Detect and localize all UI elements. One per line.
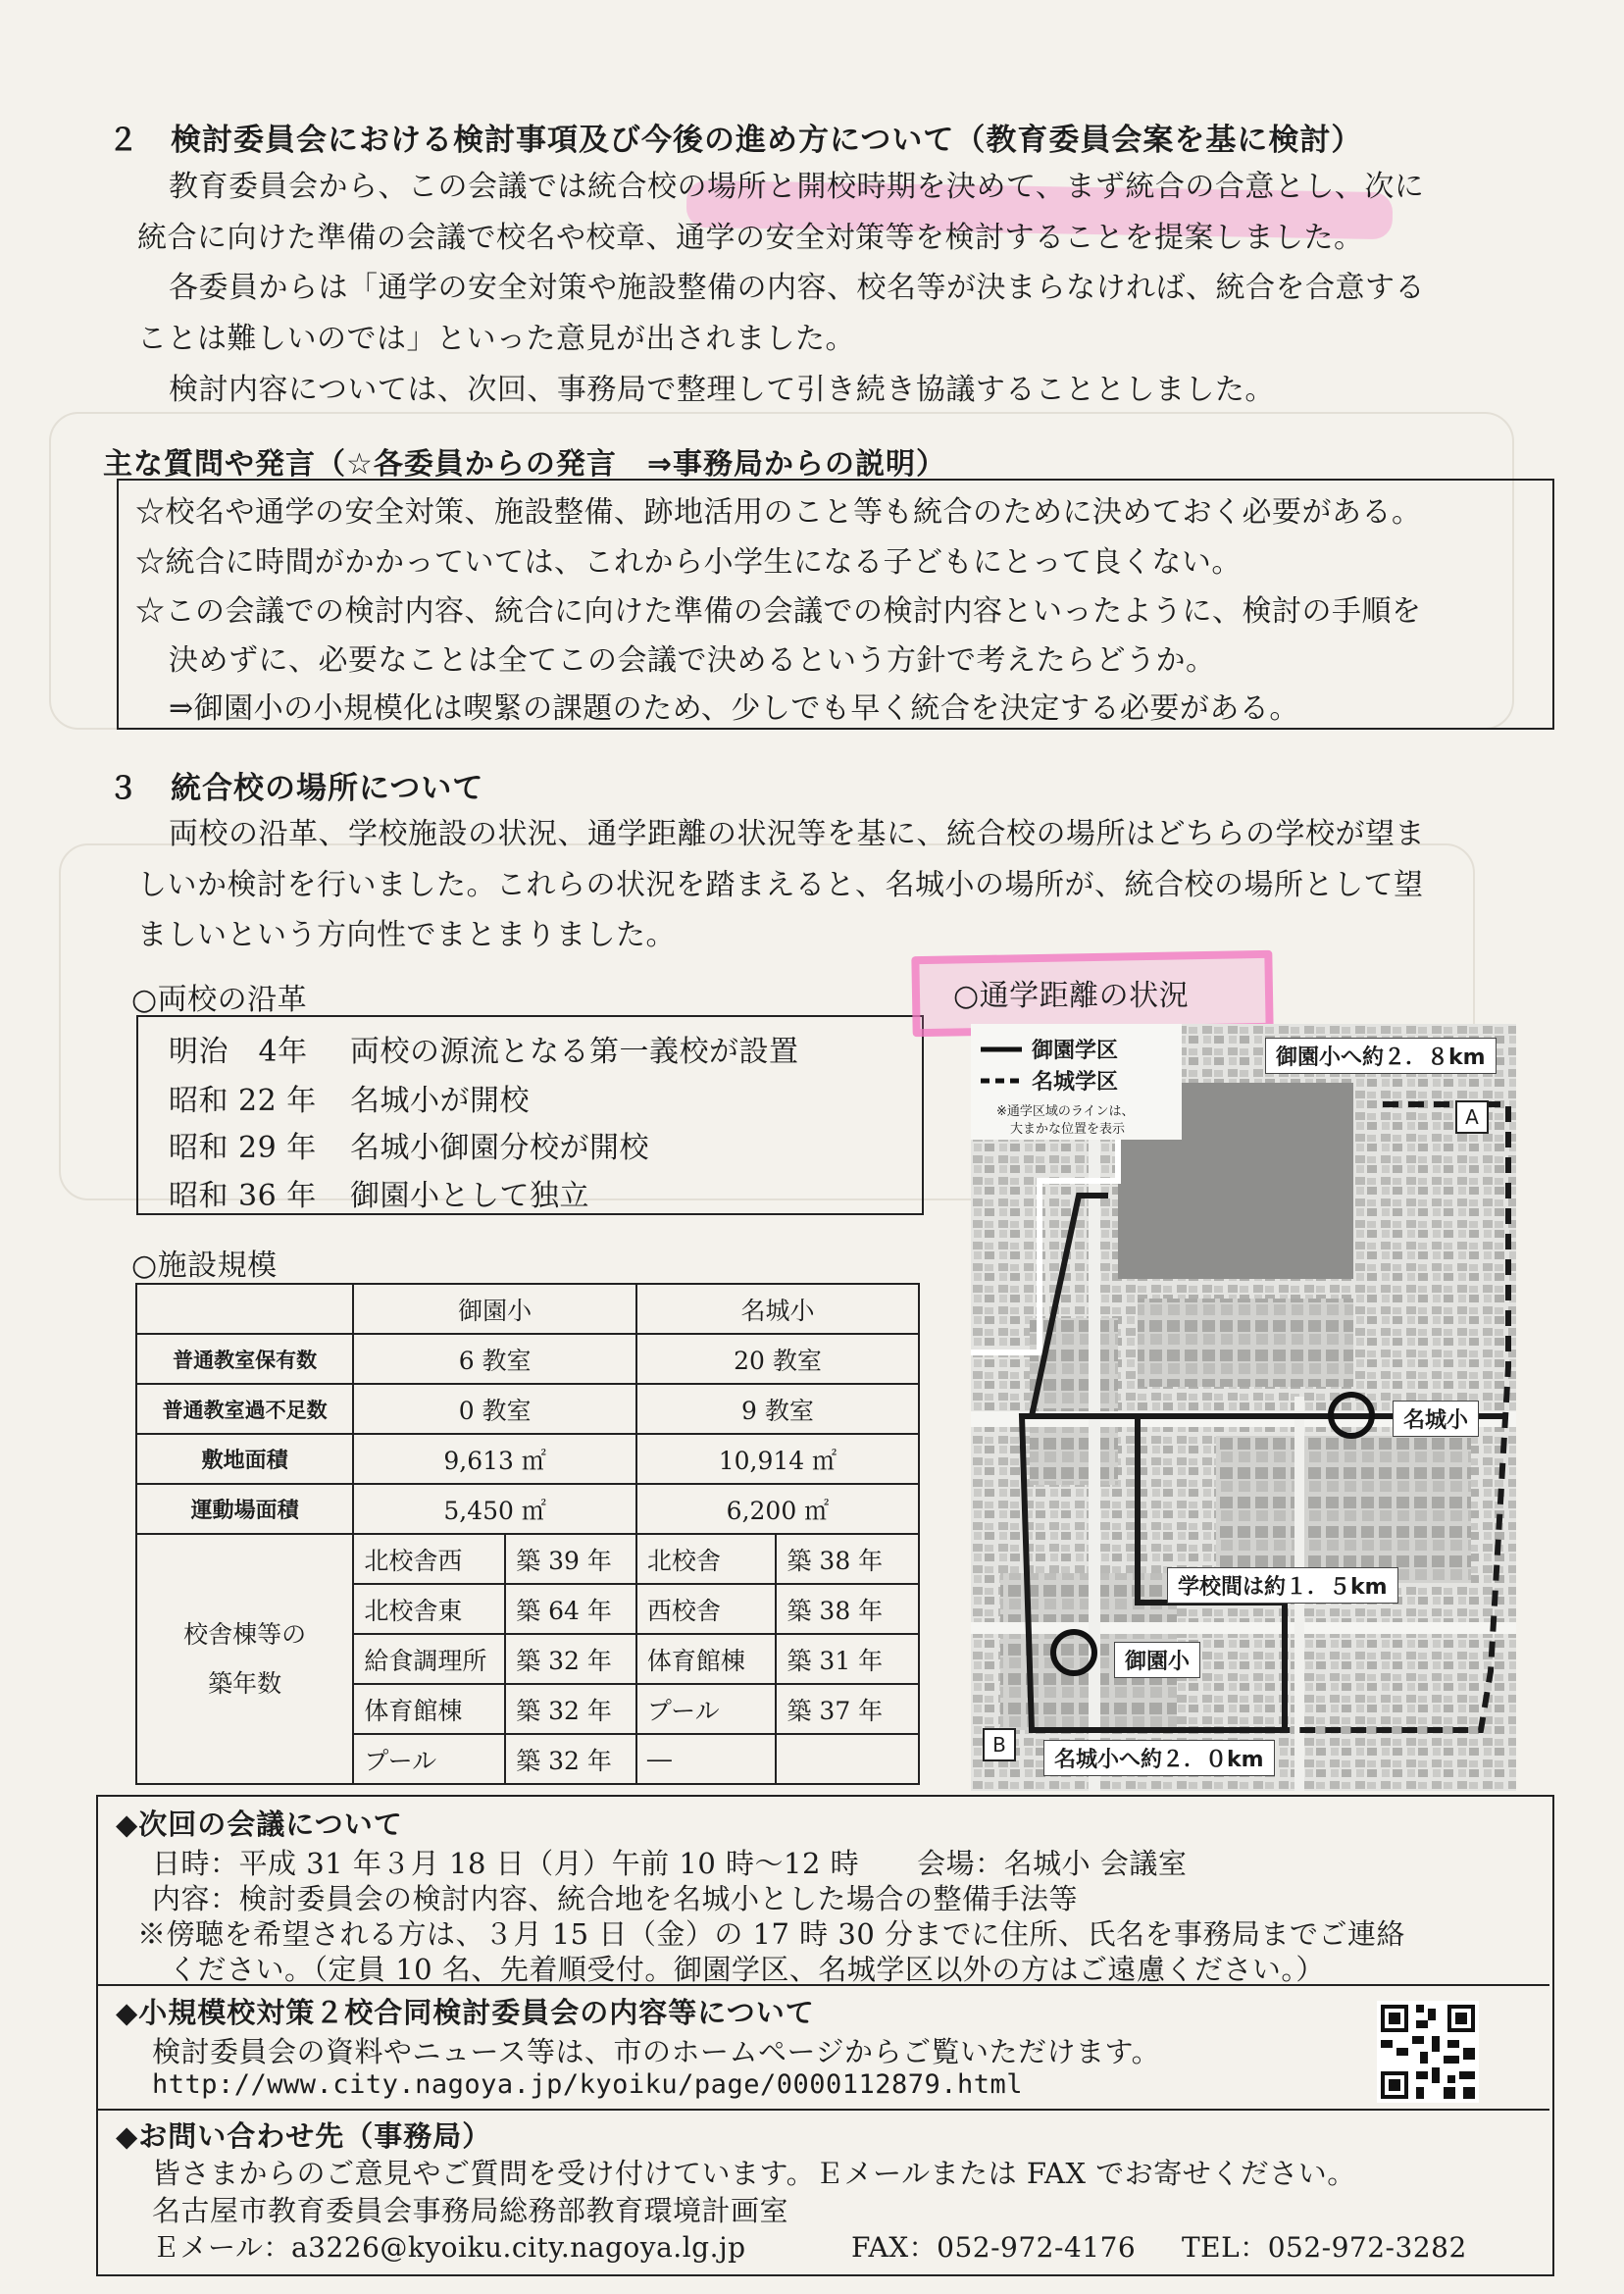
building-name: 北校舎東: [353, 1584, 505, 1634]
history-era: 昭和 22 年: [169, 1084, 317, 1118]
school-label-meijo: 名城小: [1393, 1401, 1479, 1437]
next-meeting-datetime: 日時：平成 31 年３月 18 日（月）午前 10 時～12 時 会場：名城小 会議室: [152, 1847, 1188, 1880]
building-age: 築 39 年: [505, 1534, 636, 1584]
cell-value: 9,613 ㎡: [353, 1434, 636, 1484]
distance-label-to-misono: 御園小へ約２．８km: [1265, 1038, 1497, 1074]
contact-text: 皆さまからのご意見やご質問を受け付けています。Ｅメールまたは FAX でお寄せください。: [152, 2157, 1356, 2190]
history-event: 名城小が開校: [350, 1084, 530, 1118]
qa-line: ☆校名や通学の安全対策、施設整備、跡地活用のこと等も統合のために決めておく必要がある。: [135, 495, 1422, 530]
cell-value: 20 教室: [636, 1334, 919, 1384]
committee-url-link[interactable]: http://www.city.nagoya.jp/kyoiku/page/0000112879.html: [152, 2069, 1024, 2100]
next-meeting-note: ※傍聴を希望される方は、３月 15 日（金）の 17 時 30 分までに住所、氏名を事務局までご連絡: [137, 1917, 1406, 1951]
section3-line: 両校の沿革、学校施設の状況、通学距離の状況等を基に、統合校の場所はどちらの学校が望ま: [169, 817, 1425, 851]
qa-line: ⇒御園小の小規模化は喫緊の課題のため、少しでも早く統合を決定する必要がある。: [169, 691, 1299, 726]
building-name: 体育館棟: [353, 1684, 505, 1734]
history-title: ○両校の沿革: [131, 983, 308, 1017]
building-name: 体育館棟: [636, 1634, 777, 1684]
building-label-cell: [136, 1534, 353, 1784]
building-name: ―: [636, 1734, 777, 1784]
marker-a: A: [1455, 1100, 1489, 1134]
history-event: 御園小として独立: [350, 1179, 589, 1213]
facility-table: [135, 1283, 920, 1785]
column-header: 名城小: [636, 1284, 919, 1334]
building-name: 北校舎西: [353, 1534, 505, 1584]
next-meeting-heading: ◆次回の会議について: [116, 1808, 403, 1841]
legend-note: 大まかな位置を表示: [1010, 1122, 1126, 1137]
map-title: ○通学距離の状況: [953, 979, 1190, 1013]
history-era: 明治 4年: [169, 1035, 308, 1069]
row-label: 築年数: [208, 1668, 282, 1698]
row-label: 敷地面積: [136, 1434, 353, 1484]
section3-line: しいか検討を行いました。これらの状況を踏まえると、名城小の場所が、統合校の場所として望: [137, 868, 1424, 902]
next-meeting-content: 内容：検討委員会の検討内容、統合地を名城小とした場合の整備手法等: [152, 1882, 1079, 1915]
cell-value: 6,200 ㎡: [636, 1484, 919, 1534]
marker-b: B: [983, 1728, 1016, 1761]
building-age: 築 64 年: [505, 1584, 636, 1634]
cell-value: 10,914 ㎡: [636, 1434, 919, 1484]
legend-dashed-label: 名城学区: [1032, 1070, 1119, 1095]
next-meeting-note: ください。（定員 10 名、先着順受付。御園学区、名城学区以外の方はご遠慮ください。）: [169, 1953, 1325, 1986]
building-name: 西校舎: [636, 1584, 777, 1634]
qr-graphic: [1377, 2001, 1479, 2103]
qa-line: ☆統合に時間がかかっていては、これから小学生になる子どもにとって良くない。: [135, 545, 1242, 580]
section2-heading: ２ 検討委員会における検討事項及び今後の進め方について（教育委員会案を基に検討）: [108, 123, 1363, 158]
contact-email[interactable]: Ｅメール：a3226@kyoiku.city.nagoya.lg.jp: [152, 2231, 746, 2264]
cell-value: 9 教室: [636, 1384, 919, 1434]
building-age: 築 38 年: [776, 1584, 919, 1634]
contact-office: 名古屋市教育委員会事務局総務部教育環境計画室: [152, 2194, 789, 2227]
facility-title: ○施設規模: [131, 1249, 278, 1283]
section2-line: ことは難しいのでは」といった意見が出されました。: [137, 322, 855, 356]
building-name: プール: [636, 1684, 777, 1734]
legend-solid-label: 御園学区: [1032, 1039, 1119, 1063]
section2-line: 統合に向けた準備の会議で校名や校章、通学の安全対策等を検討することを提案しました。: [137, 221, 1364, 255]
row-label: 校舎棟等の: [183, 1619, 307, 1649]
row-label: 運動場面積: [136, 1484, 353, 1534]
distance-label-between: 学校間は約１．５km: [1167, 1567, 1398, 1604]
section2-line: 教育委員会から、この会議では統合校の場所と開校時期を決めて、まず統合の合意とし、次に: [169, 170, 1425, 204]
building-name: 給食調理所: [353, 1634, 505, 1684]
distance-label-to-meijo: 名城小へ約２．０km: [1043, 1740, 1275, 1776]
contact-heading: ◆お問い合わせ先（事務局）: [116, 2119, 492, 2153]
building-age: [776, 1734, 919, 1784]
building-age: 築 32 年: [505, 1734, 636, 1784]
cell-value: 0 教室: [353, 1384, 636, 1434]
divider: [98, 2109, 1549, 2111]
column-header: 御園小: [353, 1284, 636, 1334]
table-row: [136, 1434, 919, 1484]
committee-heading: ◆小規模校対策２校合同検討委員会の内容等について: [116, 1996, 815, 2029]
section3-line: ましいという方向性でまとまりました。: [137, 918, 676, 952]
section2-line: 検討内容については、次回、事務局で整理して引き続き協議することとしました。: [169, 373, 1275, 407]
history-era: 昭和 36 年: [169, 1179, 317, 1213]
qa-line: 決めずに、必要なことは全てこの会議で決めるという方針で考えたらどうか。: [169, 643, 1216, 678]
table-row: [136, 1334, 919, 1384]
table-row: [136, 1484, 919, 1534]
table-row: [136, 1384, 919, 1434]
row-label: 普通教室過不足数: [136, 1384, 353, 1434]
building-age: 築 38 年: [776, 1534, 919, 1584]
row-label: 普通教室保有数: [136, 1334, 353, 1384]
history-era: 昭和 29 年: [169, 1131, 317, 1165]
building-name: プール: [353, 1734, 505, 1784]
history-event: 両校の源流となる第一義校が設置: [350, 1035, 799, 1069]
qa-line: ☆この会議での検討内容、統合に向けた準備の会議での検討内容といったように、検討の手順を: [135, 594, 1422, 629]
building-age: 築 32 年: [505, 1634, 636, 1684]
section3-heading: ３ 統合校の場所について: [108, 771, 484, 806]
contact-tel: TEL：052-972-3282: [1182, 2231, 1467, 2264]
qa-heading: 主な質問や発言（☆各委員からの発言 ⇒事務局からの説明）: [103, 447, 947, 482]
section2-line: 各委員からは「通学の安全対策や施設整備の内容、校名等が決まらなければ、統合を合意する: [169, 271, 1425, 305]
cell-value: 5,450 ㎡: [353, 1484, 636, 1534]
table-row: [136, 1284, 919, 1334]
building-age: 築 31 年: [776, 1634, 919, 1684]
table-row: [136, 1534, 919, 1584]
committee-text: 検討委員会の資料やニュース等は、市のホームページからご覧いただけます。: [152, 2035, 1161, 2068]
history-event: 名城小御園分校が開校: [350, 1131, 649, 1165]
school-label-misono: 御園小: [1114, 1642, 1200, 1678]
cell-value: 6 教室: [353, 1334, 636, 1384]
qr-code: [1377, 2001, 1479, 2103]
building-name: 北校舎: [636, 1534, 777, 1584]
school-district-map: [971, 1024, 1516, 1791]
contact-fax: FAX：052-972-4176: [851, 2231, 1137, 2264]
building-age: 築 37 年: [776, 1684, 919, 1734]
building-age: 築 32 年: [505, 1684, 636, 1734]
legend-note: ※通学区域のラインは、: [996, 1104, 1135, 1119]
